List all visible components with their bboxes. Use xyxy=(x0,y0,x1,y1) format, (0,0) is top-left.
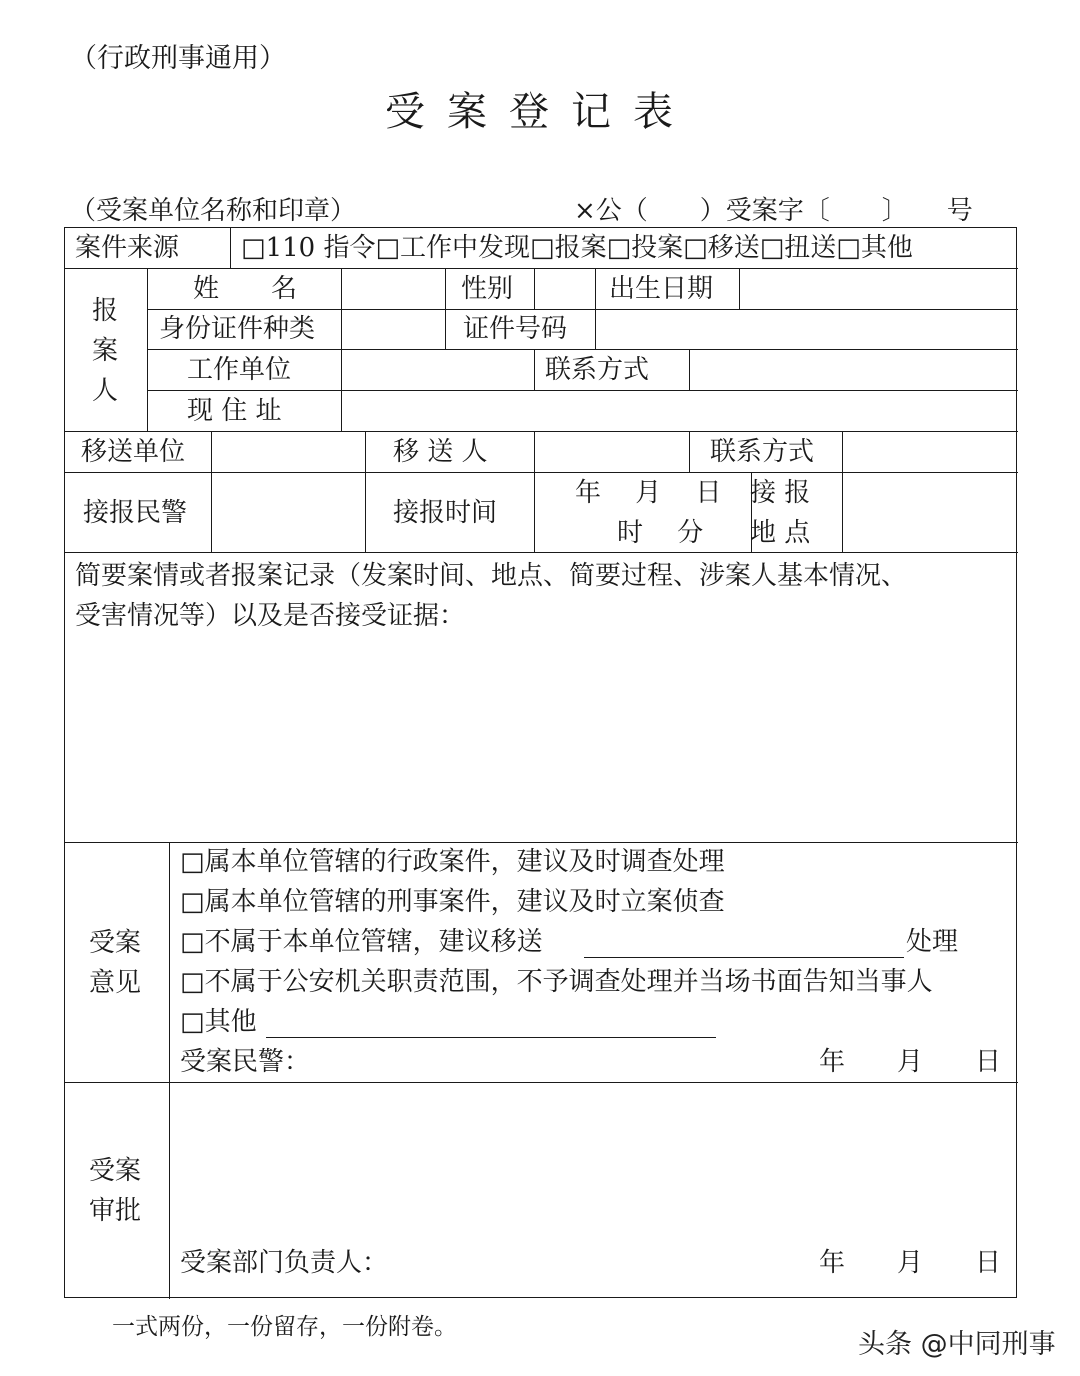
opinion-label-2: 意见 xyxy=(89,968,142,998)
opinion-option-administrative[interactable]: □属本单位管辖的行政案件，建议及时调查处理 xyxy=(180,847,725,877)
registration-table xyxy=(64,227,1017,1298)
id-type-label: 身份证件种类 xyxy=(159,314,316,344)
col-divider xyxy=(534,268,535,309)
approval-label-1: 受案 xyxy=(89,1156,142,1186)
summary-heading-line-1: 简要案情或者报案记录（发案时间、地点、简要过程、涉案人基本情况、 xyxy=(75,561,908,591)
transfer-person-label: 移 送 人 xyxy=(393,437,488,467)
opinion-option-transfer-suffix: 处理 xyxy=(906,927,959,957)
col-divider xyxy=(365,431,366,552)
birth-date-label: 出生日期 xyxy=(609,274,714,304)
col-divider xyxy=(211,431,212,552)
row-divider xyxy=(65,1082,1018,1083)
col-divider xyxy=(169,842,170,1299)
col-divider xyxy=(595,309,596,349)
row-divider xyxy=(65,431,1018,432)
row-divider xyxy=(147,390,1018,391)
address-label: 现 住 址 xyxy=(187,396,282,426)
unit-name-label: （受案单位名称和印章） xyxy=(70,196,357,226)
approval-date: 年 月 日 xyxy=(819,1248,1002,1278)
row-divider xyxy=(147,349,1018,350)
col-divider xyxy=(689,431,690,472)
summary-heading-line-2: 受害情况等）以及是否接受证据： xyxy=(75,601,466,631)
col-divider xyxy=(689,349,690,390)
gender-label: 性别 xyxy=(461,274,514,304)
receiving-place-label-1: 接 报 xyxy=(750,478,811,508)
reporter-label-1: 报 xyxy=(92,296,119,326)
form-subtitle: （行政刑事通用） xyxy=(70,43,286,74)
approval-label-2: 审批 xyxy=(89,1196,142,1226)
opinion-option-other[interactable]: □其他 xyxy=(180,1007,257,1037)
case-source-options[interactable]: □110 指令□工作中发现□报案□投案□移送□扭送□其他 xyxy=(241,233,913,263)
col-divider xyxy=(230,228,231,268)
col-divider xyxy=(341,268,342,431)
reporter-label-3: 人 xyxy=(92,376,119,406)
reporter-label-2: 案 xyxy=(92,336,119,366)
row-divider xyxy=(65,268,1018,269)
opinion-option-transfer[interactable]: □不属于本单位管辖，建议移送 xyxy=(180,927,543,957)
receiving-time-label: 接报时间 xyxy=(393,498,498,528)
receiving-date-line: 年 月 日 xyxy=(575,478,722,508)
other-underline xyxy=(266,1037,716,1038)
receiving-officer-label: 接报民警 xyxy=(83,498,188,528)
case-source-label: 案件来源 xyxy=(75,233,180,263)
col-divider xyxy=(534,431,535,552)
opinion-option-not-police[interactable]: □不属于公安机关职责范围，不予调查处理并当场书面告知当事人 xyxy=(180,967,933,997)
contact-label: 联系方式 xyxy=(545,355,650,385)
opinion-officer-label: 受案民警： xyxy=(180,1047,311,1077)
col-divider xyxy=(739,268,740,309)
opinion-label-1: 受案 xyxy=(89,928,142,958)
transfer-unit-label: 移送单位 xyxy=(81,437,186,467)
row-divider xyxy=(65,472,1018,473)
work-unit-label: 工作单位 xyxy=(187,355,292,385)
opinion-option-criminal[interactable]: □属本单位管辖的刑事案件，建议及时立案侦查 xyxy=(180,887,725,917)
row-divider xyxy=(65,842,1018,843)
receiving-hour-line: 时 分 xyxy=(617,518,704,548)
opinion-date: 年 月 日 xyxy=(819,1047,1002,1077)
transfer-target-underline xyxy=(584,957,904,958)
footnote: 一式两份，一份留存，一份附卷。 xyxy=(112,1314,457,1340)
col-divider xyxy=(842,431,843,552)
transfer-contact-label: 联系方式 xyxy=(710,437,815,467)
document-number: ×公（ ）受案字〔 〕 号 xyxy=(574,196,973,226)
col-divider xyxy=(534,349,535,390)
form-title: 受案登记表 xyxy=(385,89,695,135)
col-divider xyxy=(445,268,446,349)
receiving-place-label-2: 地 点 xyxy=(750,518,811,548)
row-divider xyxy=(147,309,1018,310)
row-divider xyxy=(65,552,1018,553)
col-divider xyxy=(147,268,148,431)
col-divider xyxy=(595,268,596,309)
approval-head-label: 受案部门负责人： xyxy=(180,1248,389,1278)
watermark: 头条 @中同刑事 xyxy=(858,1329,1056,1360)
id-number-label: 证件号码 xyxy=(463,314,568,344)
name-label: 姓 名 xyxy=(193,274,298,304)
